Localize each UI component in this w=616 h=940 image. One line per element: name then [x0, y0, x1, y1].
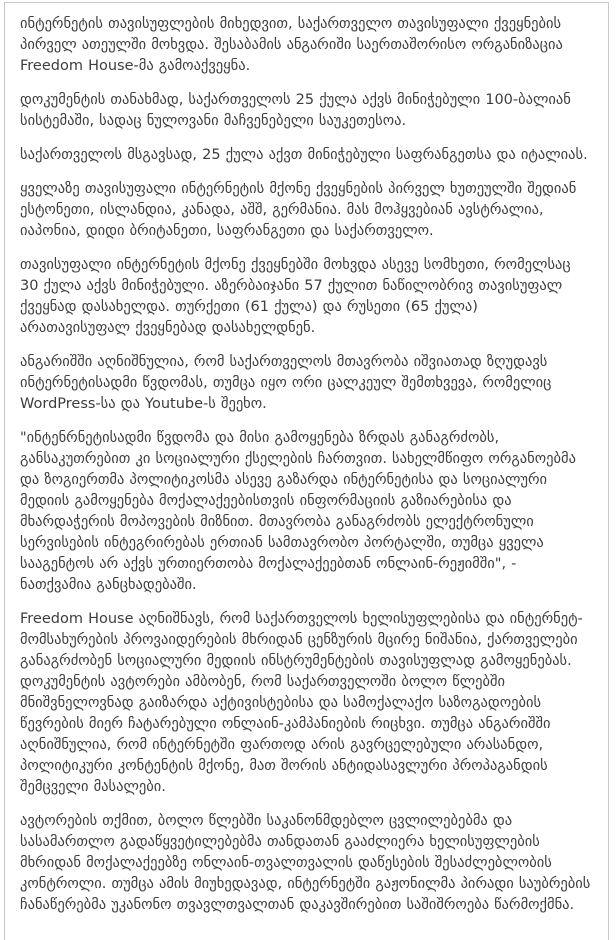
article-paragraph: ავტორების თქმით, ბოლო წლებში საკანონმდებლო ცვლილებებმა და სასამართლო გადაწყვეტილებებმა თანდათან გააძლიერა ხელისუფლების მხრიდან მოქალაქეებზე ონლაინ-თვალთვალის დაწესების შესაძლებლობის კონტროლი. თუმცა ამის მიუხედავად, ინტერნეტში გაჟონილმა პირადი საუბრების ჩანაწერებმა უკანონო თვავლთვალთან დაკავშირებით საშიშროება წარმოქმნა. [20, 813, 591, 913]
article-paragraph: საქართველოს მსგავსად, 25 ქულა აქვთ მინიჭებული საფრანგეთსა და იტალიას. [20, 147, 588, 163]
article-paragraph: თავისუფალი ინტერნეტის მქონე ქვეყნებში მოხვდა ასევე სომხეთი, რომელსაც 30 ქულა აქვს მინიჭებული. აზერბაიჯანი 57 ქულით ნაწილობრივ თავისუფალ ქვეყნად დასახელდა. თურქეთი (61 ქულა) და რუსეთი (65 ქულა) არათავისუფალ ქვეყნებად დასახელდნენ. [20, 257, 571, 336]
article-content-panel [4, 2, 609, 940]
article-paragraph: ინტერნეტის თავისუფლების მიხედვით, საქართველო თავისუფალი ქვეყნების პირველ ათეულში მოხვდა. შესაბამის ანგარიში საერთაშორისო ორგანიზაცია Freedom House-მა გამოაქვეყნა. [20, 16, 563, 74]
article-paragraph-quote: "ინტენრნეტისადმი წვდომა და მისი გამოყენება ზრდას განაგრძობს, განსაკუთრებით კი სოციალური ქსელების ჩართვით. სახელმწიფო ორგანოებმა და ზოგიერთმა პოლიტიკოსმა ასევე გაზარდა ინტერნეტისა და სოციალური მედიის გამოყენება მოქალაქეებისთვის ინფორმაციის გაზიარებისა და მხარდაჭერის მოპოვების მიზნით. მთავრობა განაგრძობს ელექტრონული სერვისების ინტეგრირებას ერთიან სამთავრობო პორტალში, თუმცა ყველა სააგენტოს არ აქვს ურთიერთობა მოქალაქეებთან ონლაინ-რეჟიმში", - ნათქვამია განცხადებაში. [20, 430, 576, 593]
article-paragraph: Freedom House აღნიშნავს, რომ საქართველოს ხელისუფლებისა და ინტერნეტ-მომსახურების პროვაიდერების მხრიდან ცენზურის მცირე ნიშანია, ქართველები განაგრძობენ სოციალური მედიის ინსტრუმენტების თავისუფლად გამოყენებას. დოკუმენტის ავტორები ამბობენ, რომ საქართველოში ბოლო წლებში მნიშვნელოვნად გაიზარდა აქტივისტებისა და სამოქალაქო საზოგადოების წევრების მიერ ჩატარებული ონლაინ-კამპანიების რიცხვი. თუმცა ანგარიშში აღნიშნულია, რომ ინტერნეტში ფართოდ არის გავრცელებული არასანდო, პოლიტიკური კონტენტის მქონე, მათ შორის ანტიდასავლური პროპაგანდის შემცველი მასალები. [20, 611, 583, 795]
article-body [20, 14, 592, 916]
article-paragraph: ანგარიშში აღნიშნულია, რომ საქართველოს მთავრობა იშვიათად ზღუდავს ინტერნეტისადმი წვდომას, თუმცა იყო ორი ცალკეულ შემთხვევა, რომელიც WordPress-სა და Youtube-ს შეეხო. [20, 354, 552, 412]
article-paragraph: დოკუმენტის თანახმად, საქართველოს 25 ქულა აქვს მინიჭებული 100-ბალიან სისტემაში, სადაც ნულოვანი მაჩვენებელი საუკეთესოა. [20, 92, 571, 129]
article-paragraph: ყველაზე თავისუფალი ინტერნეტის მქონე ქვეყნების პირველ ხუთეულში შედიან ესტონეთი, ისლანდია, კანადა, აშშ, გერმანია. მას მოჰყვებიან ავსტრალია, იაპონია, დიდი ბრიტანეთი, საფრანგეთი და საქართველო. [20, 181, 577, 239]
